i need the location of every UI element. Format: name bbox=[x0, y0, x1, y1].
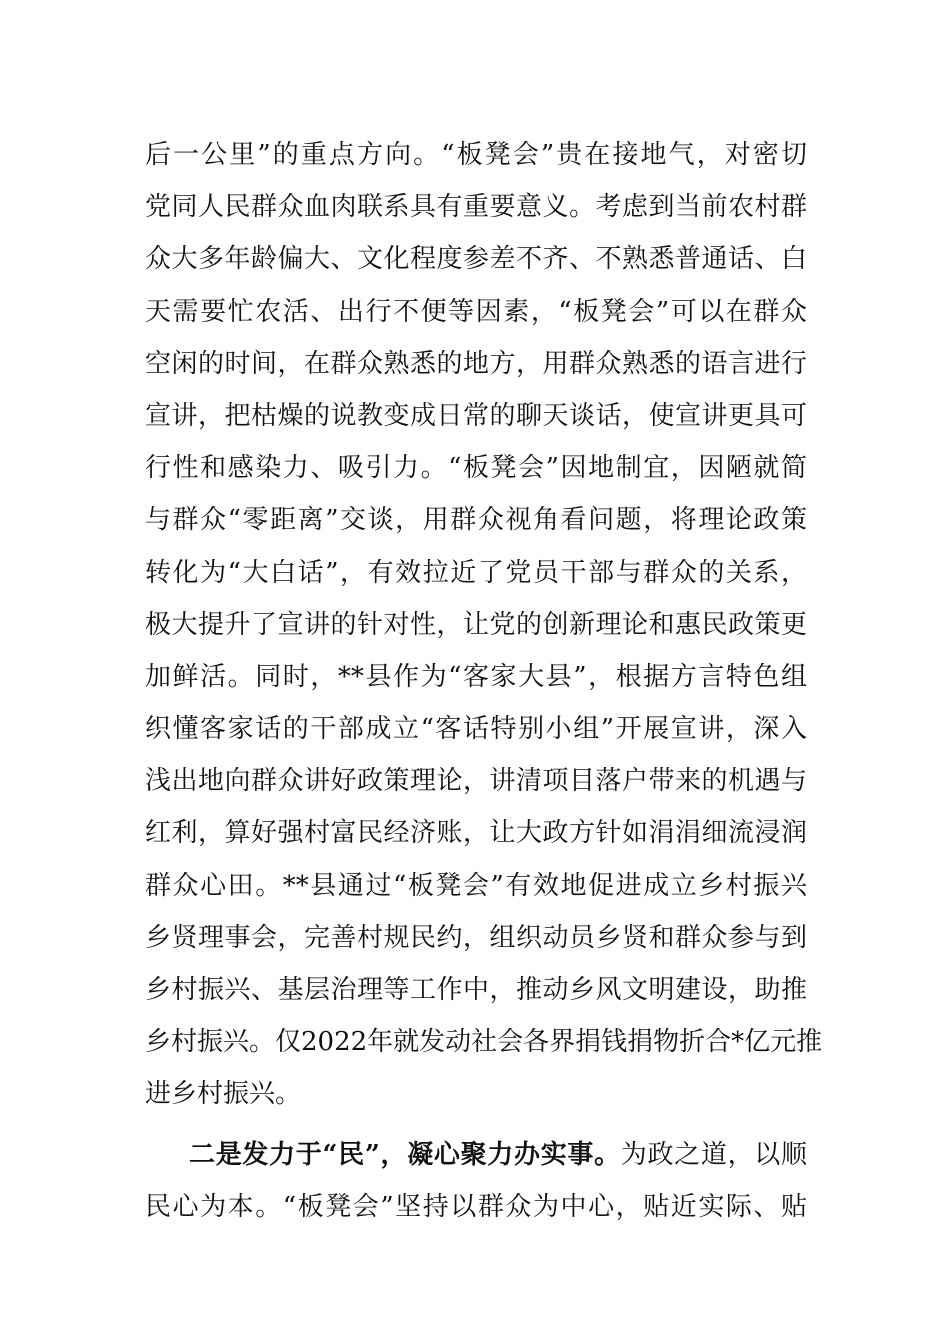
text-line: 极大提升了宣讲的针对性，让党的创新理论和惠民政策更 bbox=[145, 609, 807, 640]
paragraph-2-first-line bbox=[145, 1129, 807, 1181]
text-span: 为政之道，以顺 bbox=[620, 1139, 807, 1170]
text-line: 与群众“零距离”交谈，用群众视角看问题，将理论政策 bbox=[145, 505, 807, 536]
text-line: 红利，算好强村富民经济账，让大政方针如涓涓细流浸润 bbox=[145, 818, 807, 849]
text-line: 行性和感染力、吸引力。“板凳会”因地制宜，因陋就简 bbox=[145, 453, 807, 484]
paragraph-gap bbox=[145, 1121, 807, 1129]
section-heading: 二是发力于“民”，凝心聚力办实事。 bbox=[189, 1139, 621, 1170]
text-line: 浅出地向群众讲好政策理论，讲清项目落户带来的机遇与 bbox=[145, 766, 807, 797]
text-line: 空闲的时间，在群众熟悉的地方，用群众熟悉的语言进行 bbox=[145, 348, 807, 379]
text-line: 进乡村振兴。 bbox=[145, 1079, 302, 1110]
body-text bbox=[145, 129, 823, 1233]
text-line: 乡村振兴、基层治理等工作中，推动乡风文明建设，助推 bbox=[145, 975, 807, 1005]
text-line: 加鲜活。同时，**县作为“客家大县”，根据方言特色组 bbox=[145, 661, 807, 692]
text-line: 后一公里”的重点方向。“板凳会”贵在接地气，对密切 bbox=[145, 140, 807, 170]
text-line: 党同人民群众血肉联系具有重要意义。考虑到当前农村群 bbox=[145, 192, 807, 223]
text-line: 群众心田。**县通过“板凳会”有效地促进成立乡村振兴 bbox=[145, 870, 807, 901]
text-line: 天需要忙农活、出行不便等因素，“板凳会”可以在群众 bbox=[145, 296, 807, 327]
text-line: 众大多年龄偏大、文化程度参差不齐、不熟悉普通话、白 bbox=[145, 244, 807, 275]
text-line: 宣讲，把枯燥的说教变成日常的聊天谈话，使宣讲更具可 bbox=[145, 400, 807, 431]
text-line: 乡村振兴。仅2022年就发动社会各界捐钱捐物折合*亿元推 bbox=[145, 1027, 823, 1058]
text-line: 转化为“大白话”，有效拉近了党员干部与群众的关系， bbox=[145, 557, 807, 588]
text-line: 乡贤理事会，完善村规民约，组织动员乡贤和群众参与到 bbox=[145, 922, 807, 953]
text-line: 民心为本。“板凳会”坚持以群众为中心，贴近实际、贴 bbox=[145, 1191, 807, 1222]
text-line: 织懂客家话的干部成立“客话特别小组”开展宣讲，深入 bbox=[145, 714, 807, 745]
